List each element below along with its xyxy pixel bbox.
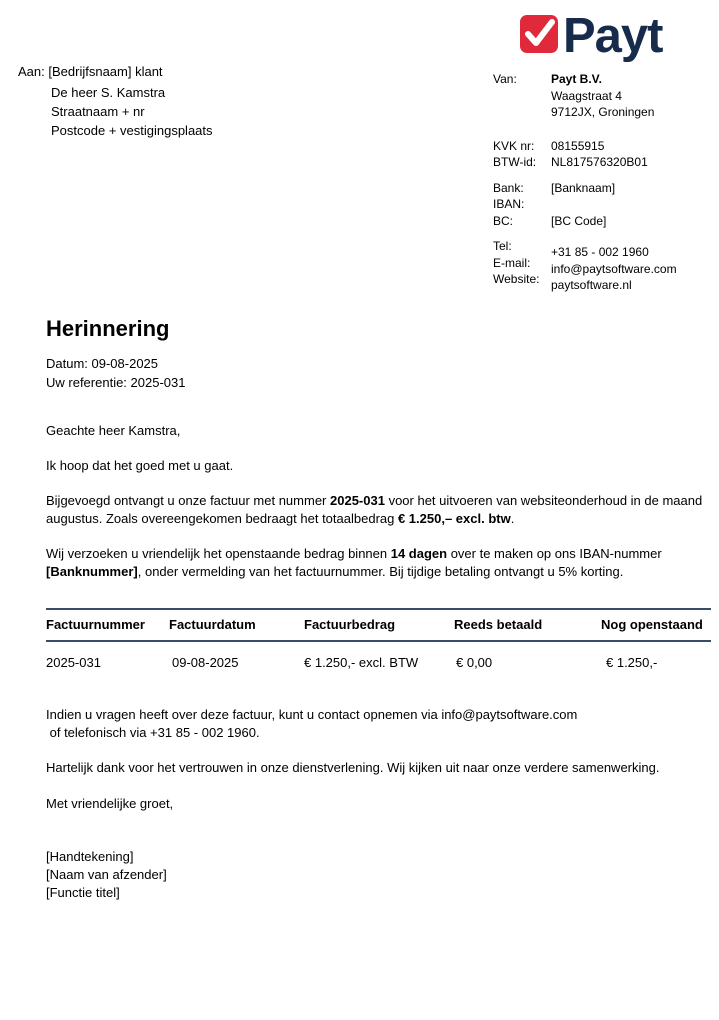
header-factuurdatum: Factuurdatum <box>169 617 256 632</box>
cell-factuurnummer: 2025-031 <box>46 655 101 670</box>
signature-placeholder: [Handtekening] <box>46 849 134 864</box>
invoice-table <box>46 608 711 682</box>
website-label: Website: <box>493 272 540 286</box>
sender-name: Payt B.V. <box>551 72 602 86</box>
cell-nog-openstaand: € 1.250,- <box>606 655 658 670</box>
paragraph-thanks: Hartelijk dank voor het vertrouwen in onze dienstverlening. Wij kijken uit naar onze verdere samenwerking. <box>46 760 660 775</box>
kvk-label: KVK nr: <box>493 138 535 153</box>
document-meta <box>46 355 185 391</box>
paragraph-1: Ik hoop dat het goed met u gaat. <box>46 458 234 473</box>
salutation: Geachte heer Kamstra, <box>46 423 181 438</box>
cell-factuurdatum: 09-08-2025 <box>172 655 239 670</box>
header-nog-openstaand: Nog openstaand <box>601 617 703 632</box>
recipient-label: Aan: <box>18 64 45 79</box>
paragraph-payment: Wij verzoeken u vriendelijk het openstaande bedrag binnen 14 dagen over te maken op ons IBAN-nummer [Banknummer], onder vermelding van het factuurnummer. Bij tijdige betaling ontvangt u 5% korting. <box>46 546 662 579</box>
checkmark-icon <box>518 13 562 57</box>
recipient-name: De heer S. Kamstra <box>51 85 166 100</box>
sender-block <box>493 71 713 294</box>
kvk-value: 08155915 <box>551 138 605 153</box>
sender-van-label: Van: <box>493 72 517 86</box>
bank-number: [Banknummer] <box>46 564 138 579</box>
sender-name-placeholder: [Naam van afzender] <box>46 867 167 882</box>
header-factuurnummer: Factuurnummer <box>46 617 145 632</box>
paragraph-invoice: Bijgevoegd ontvangt u onze factuur met nummer 2025-031 voor het uitvoeren van websiteonderhoud in de maand augustus. Zoals overeengekomen bedraagt het totaalbedrag € 1.250,– excl. btw. <box>46 493 703 526</box>
invoice-number: 2025-031 <box>330 493 385 508</box>
btw-label: BTW-id: <box>493 155 537 169</box>
header-factuurbedrag: Factuurbedrag <box>304 617 396 632</box>
document-date: Datum: 09-08-2025 <box>46 356 159 371</box>
btw-value: NL817576320B01 <box>551 155 648 169</box>
payt-logo <box>518 10 678 68</box>
header-reeds-betaald: Reeds betaald <box>454 617 543 632</box>
recipient-postcode: Postcode + vestigingsplaats <box>51 123 213 138</box>
cell-factuurbedrag: € 1.250,- excl. BTW <box>304 655 419 670</box>
tel-value: +31 85 - 002 1960 <box>551 245 649 259</box>
tel-label: Tel: <box>493 239 512 253</box>
invoice-total: € 1.250,– excl. btw <box>397 511 511 526</box>
recipient-block <box>18 63 213 139</box>
document-reference: Uw referentie: 2025-031 <box>46 375 186 390</box>
cell-reeds-betaald: € 0,00 <box>456 655 493 670</box>
sender-street: Waagstraat 4 <box>551 88 622 103</box>
bank-value: [Banknaam] <box>551 180 616 195</box>
email-label: E-mail: <box>493 255 531 270</box>
bc-value: [BC Code] <box>551 213 607 228</box>
document-title: Herinnering <box>46 316 170 341</box>
iban-label: IBAN: <box>493 197 525 211</box>
contact-line-2: of telefonisch via +31 85 - 002 1960. <box>46 725 260 740</box>
function-title-placeholder: [Functie titel] <box>46 885 120 900</box>
website-value: paytsoftware.nl <box>551 278 632 292</box>
paragraph-contact <box>46 706 706 742</box>
recipient-street: Straatnaam + nr <box>51 104 145 119</box>
recipient-company: [Bedrijfsnaam] klant <box>48 64 163 79</box>
table-header <box>46 608 711 642</box>
payment-term: 14 dagen <box>390 546 448 561</box>
bc-label: BC: <box>493 213 514 228</box>
recipient-company-line <box>18 63 213 80</box>
table-row <box>46 642 711 682</box>
signature-block <box>46 848 706 902</box>
logo-wordmark: Payt <box>563 9 663 63</box>
closing-greeting: Met vriendelijke groet, <box>46 796 174 811</box>
contact-line-1: Indien u vragen heeft over deze factuur, kunt u contact opnemen via info@paytsoftware.com <box>46 707 578 722</box>
bank-label: Bank: <box>493 180 524 195</box>
sender-city: 9712JX, Groningen <box>551 105 655 119</box>
email-value: info@paytsoftware.com <box>551 261 677 276</box>
